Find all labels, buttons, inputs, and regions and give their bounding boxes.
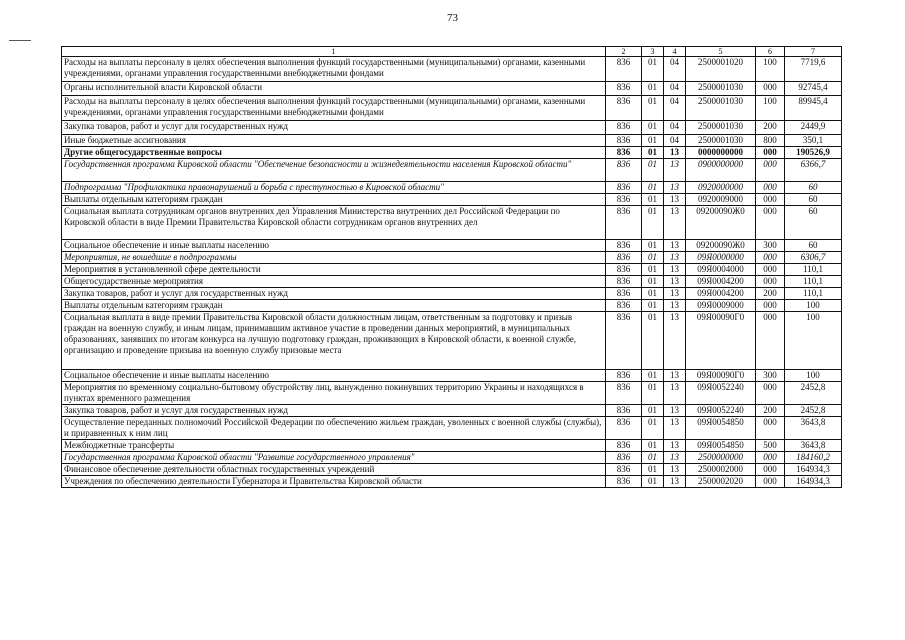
row-ved: 836: [606, 464, 642, 476]
row-name: Государственная программа Кировской области "Обеспечение безопасности и жизнедеятельности населения Кировской области": [62, 159, 606, 182]
row-ved: 836: [606, 276, 642, 288]
row-ved: 836: [606, 288, 642, 300]
table-row: [62, 252, 842, 264]
row-subsection: 04: [664, 57, 686, 82]
row-amount: 92745,4: [785, 82, 842, 96]
row-ved: 836: [606, 264, 642, 276]
row-subsection: 13: [664, 264, 686, 276]
row-name: Социальная выплата сотрудникам органов внутренних дел Управления Министерства внутренних дел Российской Федерации по Кировской области в виде Премии Правительства Кировской области сотрудникам органов внутренних дел: [62, 206, 606, 240]
header-row: [62, 47, 842, 57]
row-target: 0920009000: [686, 194, 756, 206]
row-ved: 836: [606, 312, 642, 370]
row-expense-type: 800: [756, 135, 785, 147]
row-subsection: 13: [664, 276, 686, 288]
row-name: Закупка товаров, работ и услуг для государственных нужд: [62, 288, 606, 300]
row-subsection: 04: [664, 96, 686, 121]
row-expense-type: 000: [756, 417, 785, 440]
row-ved: 836: [606, 96, 642, 121]
row-section: 01: [642, 57, 664, 82]
row-name: Социальное обеспечение и иные выплаты населению: [62, 370, 606, 382]
row-target: 09200090Ж0: [686, 206, 756, 240]
header-cell: 4: [664, 47, 686, 57]
row-section: 01: [642, 240, 664, 252]
row-section: 01: [642, 312, 664, 370]
row-amount: 6366,7: [785, 159, 842, 182]
row-ved: 836: [606, 206, 642, 240]
row-expense-type: 000: [756, 264, 785, 276]
row-name: Выплаты отдельным категориям граждан: [62, 194, 606, 206]
row-amount: 110,1: [785, 264, 842, 276]
row-section: 01: [642, 476, 664, 488]
row-amount: 2452,8: [785, 405, 842, 417]
row-section: 01: [642, 264, 664, 276]
row-section: 01: [642, 276, 664, 288]
row-amount: 60: [785, 182, 842, 194]
row-expense-type: 000: [756, 300, 785, 312]
row-target: 2500001030: [686, 82, 756, 96]
row-subsection: 13: [664, 252, 686, 264]
row-target: 0000000000: [686, 147, 756, 159]
row-ved: 836: [606, 240, 642, 252]
row-name: Мероприятия по временному социально-бытовому обустройству лиц, вынужденно покинувших территорию Украины и находящихся в пунктах временного размещения: [62, 382, 606, 405]
table-row: [62, 370, 842, 382]
row-section: 01: [642, 121, 664, 135]
row-subsection: 13: [664, 440, 686, 452]
row-amount: 164934,3: [785, 464, 842, 476]
row-amount: 60: [785, 194, 842, 206]
row-amount: 100: [785, 370, 842, 382]
row-expense-type: 000: [756, 159, 785, 182]
row-subsection: 13: [664, 312, 686, 370]
table-row: [62, 452, 842, 464]
row-section: 01: [642, 96, 664, 121]
table-row: [62, 312, 842, 370]
header-cell: 1: [62, 47, 606, 57]
row-amount: 164934,3: [785, 476, 842, 488]
row-subsection: 13: [664, 194, 686, 206]
row-ved: 836: [606, 147, 642, 159]
row-subsection: 13: [664, 147, 686, 159]
row-section: 01: [642, 135, 664, 147]
row-amount: 60: [785, 240, 842, 252]
row-target: 2500001020: [686, 57, 756, 82]
row-section: 01: [642, 464, 664, 476]
row-name: Подпрограмма "Профилактика правонарушений и борьба с преступностью в Кировской области": [62, 182, 606, 194]
row-expense-type: 100: [756, 57, 785, 82]
row-ved: 836: [606, 82, 642, 96]
row-ved: 836: [606, 370, 642, 382]
table-row: [62, 382, 842, 405]
row-expense-type: 000: [756, 182, 785, 194]
row-target: 09Я00090Г0: [686, 312, 756, 370]
row-ved: 836: [606, 182, 642, 194]
row-name: Мероприятия в установленной сфере деятельности: [62, 264, 606, 276]
row-amount: 7719,6: [785, 57, 842, 82]
row-section: 01: [642, 147, 664, 159]
row-amount: 89945,4: [785, 96, 842, 121]
row-subsection: 13: [664, 464, 686, 476]
row-section: 01: [642, 440, 664, 452]
row-ved: 836: [606, 135, 642, 147]
row-subsection: 13: [664, 206, 686, 240]
row-amount: 190526,9: [785, 147, 842, 159]
row-ved: 836: [606, 417, 642, 440]
row-ved: 836: [606, 121, 642, 135]
row-subsection: 13: [664, 288, 686, 300]
table-row: [62, 96, 842, 121]
table-row: [62, 288, 842, 300]
row-expense-type: 000: [756, 312, 785, 370]
row-target: 09Я0004200: [686, 276, 756, 288]
row-name: Расходы на выплаты персоналу в целях обеспечения выполнения функций государственными (муниципальными) органами, казенными учреждениями, органами управления государственными внебюджетными фондами: [62, 96, 606, 121]
row-ved: 836: [606, 476, 642, 488]
row-target: 2500002020: [686, 476, 756, 488]
table-row: [62, 159, 842, 182]
row-name: Выплаты отдельным категориям граждан: [62, 300, 606, 312]
row-subsection: 13: [664, 417, 686, 440]
row-expense-type: 200: [756, 405, 785, 417]
row-target: 2500001030: [686, 135, 756, 147]
row-amount: 100: [785, 300, 842, 312]
row-amount: 6306,7: [785, 252, 842, 264]
row-subsection: 04: [664, 82, 686, 96]
table-row: [62, 194, 842, 206]
row-expense-type: 100: [756, 96, 785, 121]
row-target: 0900000000: [686, 159, 756, 182]
header-cell: 2: [606, 47, 642, 57]
row-target: 09200090Ж0: [686, 240, 756, 252]
row-name: Социальная выплата в виде премии Правительства Кировской области должностным лицам, ответственным за подготовку и призыв граждан на военную службу, и иным лицам, принимавшим активное участие в проведении данных мероприятий, в муниципальных образованиях, занявших по итогам конкурса на лучшую подготовку граждан, проживающих в Кировской области, к военной службе, организацию и проведение призыва на военную службу призовые места: [62, 312, 606, 370]
row-amount: 350,1: [785, 135, 842, 147]
table-row: [62, 240, 842, 252]
row-name: Иные бюджетные ассигнования: [62, 135, 606, 147]
row-amount: 184160,2: [785, 452, 842, 464]
row-section: 01: [642, 405, 664, 417]
row-name: Межбюджетные трансферты: [62, 440, 606, 452]
row-expense-type: 000: [756, 452, 785, 464]
row-expense-type: 000: [756, 147, 785, 159]
row-name: Общегосударственные мероприятия: [62, 276, 606, 288]
row-target: 09Я0000000: [686, 252, 756, 264]
row-target: 09Я0009000: [686, 300, 756, 312]
row-expense-type: 000: [756, 276, 785, 288]
row-expense-type: 000: [756, 464, 785, 476]
row-subsection: 13: [664, 405, 686, 417]
row-expense-type: 000: [756, 82, 785, 96]
row-target: 09Я0004200: [686, 288, 756, 300]
header-cell: 6: [756, 47, 785, 57]
row-ved: 836: [606, 405, 642, 417]
row-expense-type: 300: [756, 370, 785, 382]
row-subsection: 13: [664, 159, 686, 182]
table-row: [62, 147, 842, 159]
row-name: Мероприятия, не вошедшие в подпрограммы: [62, 252, 606, 264]
table-row: [62, 405, 842, 417]
header-cell: 7: [785, 47, 842, 57]
row-ved: 836: [606, 57, 642, 82]
row-name: Другие общегосударственные вопросы: [62, 147, 606, 159]
row-target: 09Я0054850: [686, 417, 756, 440]
page-number: 73: [447, 12, 458, 24]
margin-mark: [9, 40, 31, 41]
row-amount: 2452,8: [785, 382, 842, 405]
row-target: 2500001030: [686, 96, 756, 121]
table-row: [62, 300, 842, 312]
row-section: 01: [642, 452, 664, 464]
row-expense-type: 000: [756, 252, 785, 264]
row-subsection: 13: [664, 382, 686, 405]
table-row: [62, 440, 842, 452]
row-target: 0920000000: [686, 182, 756, 194]
row-expense-type: 300: [756, 240, 785, 252]
row-section: 01: [642, 206, 664, 240]
row-name: Закупка товаров, работ и услуг для государственных нужд: [62, 405, 606, 417]
row-amount: 3643,8: [785, 417, 842, 440]
row-name: Закупка товаров, работ и услуг для государственных нужд: [62, 121, 606, 135]
row-subsection: 13: [664, 240, 686, 252]
row-target: 2500001030: [686, 121, 756, 135]
row-amount: 3643,8: [785, 440, 842, 452]
row-name: Государственная программа Кировской области "Развитие государственного управления": [62, 452, 606, 464]
row-subsection: 13: [664, 452, 686, 464]
row-subsection: 13: [664, 370, 686, 382]
table-row: [62, 135, 842, 147]
row-ved: 836: [606, 300, 642, 312]
table-row: [62, 276, 842, 288]
row-ved: 836: [606, 159, 642, 182]
row-section: 01: [642, 417, 664, 440]
row-subsection: 13: [664, 300, 686, 312]
row-target: 2500002000: [686, 464, 756, 476]
table-row: [62, 417, 842, 440]
row-expense-type: 000: [756, 476, 785, 488]
row-amount: 100: [785, 312, 842, 370]
row-target: 09Я0052240: [686, 405, 756, 417]
row-section: 01: [642, 382, 664, 405]
row-target: 09Я0052240: [686, 382, 756, 405]
row-ved: 836: [606, 382, 642, 405]
row-ved: 836: [606, 452, 642, 464]
row-subsection: 04: [664, 135, 686, 147]
row-name: Расходы на выплаты персоналу в целях обеспечения выполнения функций государственными (муниципальными) органами, казенными учреждениями, органами управления государственными внебюджетными фондами: [62, 57, 606, 82]
row-section: 01: [642, 182, 664, 194]
row-target: 09Я0004000: [686, 264, 756, 276]
row-expense-type: 200: [756, 121, 785, 135]
row-subsection: 13: [664, 182, 686, 194]
table-row: [62, 476, 842, 488]
header-cell: 3: [642, 47, 664, 57]
row-section: 01: [642, 82, 664, 96]
row-section: 01: [642, 194, 664, 206]
row-subsection: 13: [664, 476, 686, 488]
row-ved: 836: [606, 440, 642, 452]
row-target: 2500000000: [686, 452, 756, 464]
row-amount: 60: [785, 206, 842, 240]
row-amount: 110,1: [785, 276, 842, 288]
row-amount: 110,1: [785, 288, 842, 300]
row-expense-type: 000: [756, 206, 785, 240]
row-section: 01: [642, 252, 664, 264]
row-name: Осуществление переданных полномочий Российской Федерации по обеспечению жильем граждан, уволенных с военной службы (службы), и приравненных к ним лиц: [62, 417, 606, 440]
row-ved: 836: [606, 252, 642, 264]
table-row: [62, 182, 842, 194]
table-row: [62, 121, 842, 135]
row-target: 09Я00090Г0: [686, 370, 756, 382]
table-row: [62, 206, 842, 240]
row-amount: 2449,9: [785, 121, 842, 135]
row-section: 01: [642, 300, 664, 312]
row-name: Учреждения по обеспечению деятельности Губернатора и Правительства Кировской области: [62, 476, 606, 488]
row-target: 09Я0054850: [686, 440, 756, 452]
budget-table: [61, 46, 842, 488]
row-name: Социальное обеспечение и иные выплаты населению: [62, 240, 606, 252]
header-cell: 5: [686, 47, 756, 57]
table-row: [62, 57, 842, 82]
row-section: 01: [642, 370, 664, 382]
row-expense-type: 200: [756, 288, 785, 300]
row-expense-type: 500: [756, 440, 785, 452]
table-row: [62, 264, 842, 276]
row-expense-type: 000: [756, 382, 785, 405]
row-name: Финансовое обеспечение деятельности областных государственных учреждений: [62, 464, 606, 476]
table-row: [62, 464, 842, 476]
table-row: [62, 82, 842, 96]
row-section: 01: [642, 159, 664, 182]
row-section: 01: [642, 288, 664, 300]
row-subsection: 04: [664, 121, 686, 135]
row-expense-type: 000: [756, 194, 785, 206]
row-ved: 836: [606, 194, 642, 206]
row-name: Органы исполнительной власти Кировской области: [62, 82, 606, 96]
